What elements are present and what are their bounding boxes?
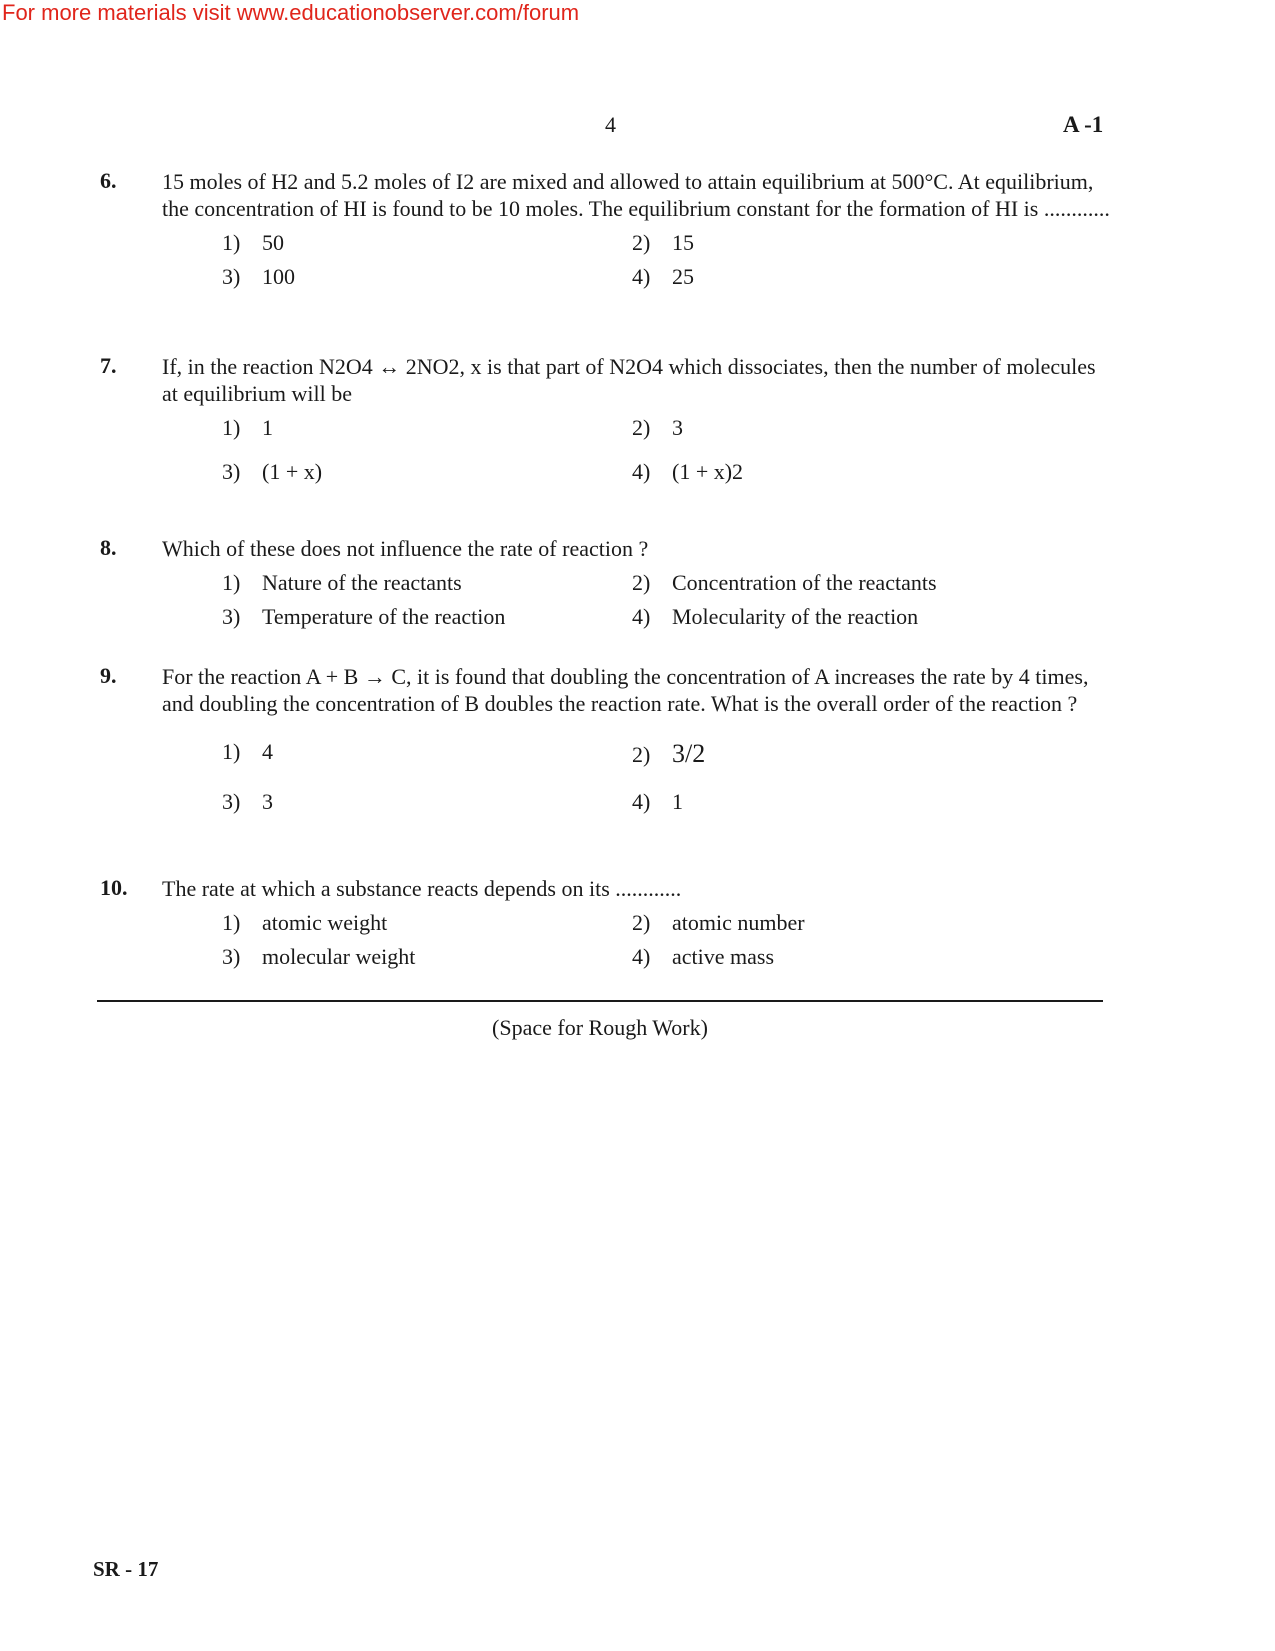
question-number: 9.: [100, 663, 117, 688]
option: 1) 4: [222, 739, 273, 764]
option: 4) 25: [632, 264, 694, 289]
option: 4) 1: [632, 789, 683, 814]
footer-code: SR - 17: [93, 1557, 159, 1581]
option: 2) 3: [632, 415, 683, 440]
option: 2) 3/2: [632, 739, 706, 768]
option: 2) 15: [632, 230, 694, 255]
rough-work-label: (Space for Rough Work): [492, 1015, 708, 1040]
question-text: For the reaction A + B → C, it is found that doubling the concentration of A increases the rate by 4 times, and doubling the concentration of B doubles the reaction rate. What is the overall order of the reaction ?: [162, 664, 1089, 716]
question-number: 8.: [100, 535, 117, 560]
question-text: Which of these does not influence the rate of reaction ?: [162, 536, 649, 561]
question-9: [100, 663, 1115, 815]
option: 4) (1 + x)2: [632, 459, 744, 484]
option: 1) 50: [222, 230, 284, 255]
option: 1) Nature of the reactants: [222, 570, 462, 595]
question-6: [100, 168, 1115, 290]
question-number: 6.: [100, 168, 117, 193]
option: 3) 3: [222, 789, 273, 814]
option: 3) molecular weight: [222, 944, 416, 969]
question-number: 7.: [100, 353, 117, 378]
option: 4) active mass: [632, 944, 775, 969]
question-text: If, in the reaction N2O4 ↔ 2NO2, x is that part of N2O4 which dissociates, then the number of molecules at equilibrium will be: [162, 354, 1096, 406]
option: 1) 1: [222, 415, 273, 440]
divider: [97, 1000, 1103, 1002]
option: 3) (1 + x): [222, 459, 323, 484]
source-banner[interactable]: For more materials visit www.educationobserver.com/forum: [2, 0, 580, 25]
question-7: [100, 353, 1115, 485]
question-number: 10.: [100, 875, 128, 900]
question-text: The rate at which a substance reacts depends on its ............: [162, 876, 682, 901]
question-text: 15 moles of H2 and 5.2 moles of I2 are mixed and allowed to attain equilibrium at 500°C. At equilibrium, the concentration of HI is found to be 10 moles. The equilibrium constant for the formation of HI is ............: [162, 169, 1110, 221]
option: 2) Concentration of the reactants: [632, 570, 937, 595]
page-number: 4: [605, 112, 616, 137]
question-10: [100, 875, 1115, 970]
option: 1) atomic weight: [222, 910, 388, 935]
option: 3) 100: [222, 264, 295, 289]
question-8: [100, 535, 1115, 630]
paper-code: A -1: [1063, 112, 1104, 137]
option: 2) atomic number: [632, 910, 805, 935]
option: 4) Molecularity of the reaction: [632, 604, 919, 629]
option: 3) Temperature of the reaction: [222, 604, 506, 629]
